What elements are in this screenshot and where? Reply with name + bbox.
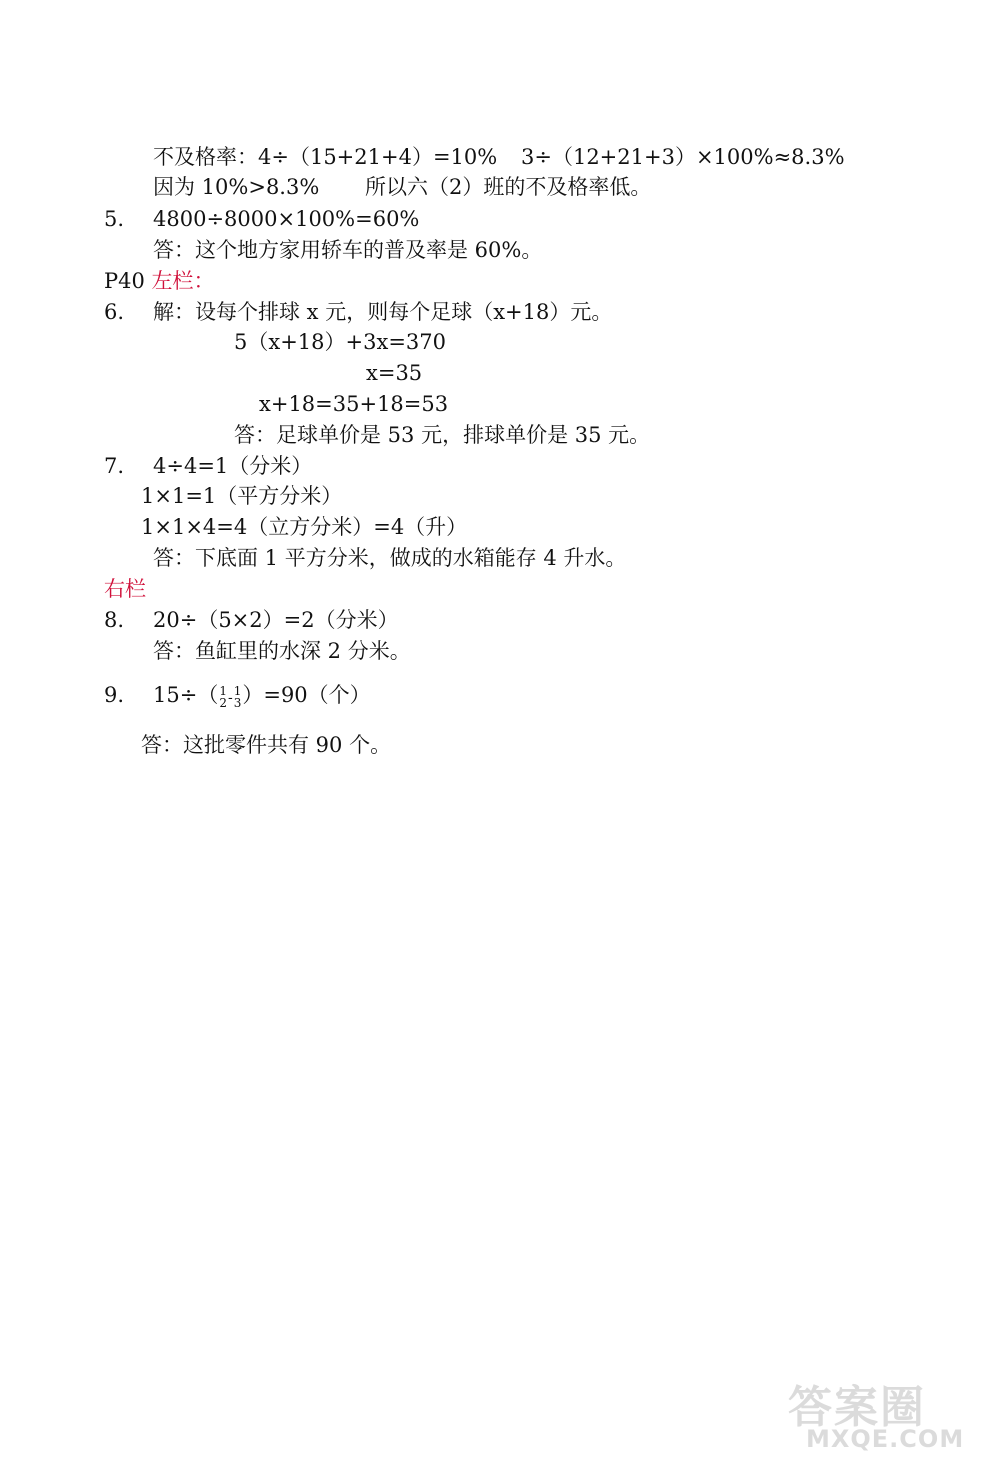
fail-rate-line-1: 不及格率：4÷（15+21+4）=10% bbox=[153, 145, 498, 169]
q6-equation-2: x=35 bbox=[366, 361, 423, 385]
q6-equation-3: x+18=35+18=53 bbox=[259, 392, 449, 416]
page-p40-heading: P40 左栏： bbox=[104, 269, 215, 293]
left-column-label: 左栏： bbox=[151, 269, 215, 293]
compare-line-b: 所以六（2）班的不及格率低。 bbox=[365, 175, 652, 199]
q5-number: 5. bbox=[104, 207, 125, 231]
q8-equation: 20÷（5×2）=2（分米） bbox=[153, 608, 399, 632]
q9-equation: 15÷（ 1 2 - 1 3 ）=90（个） bbox=[153, 683, 371, 710]
q8-number: 8. bbox=[104, 608, 125, 632]
fraction-one-half: 1 2 bbox=[219, 683, 227, 710]
q7-answer: 答：下底面 1 平方分米，做成的水箱能存 4 升水。 bbox=[153, 546, 627, 570]
q5-equation: 4800÷8000×100%=60% bbox=[153, 207, 420, 231]
right-column-label: 右栏 bbox=[104, 577, 146, 601]
compare-line-a: 因为 10%>8.3% bbox=[153, 175, 320, 199]
q6-equation-1: 5（x+18）+3x=370 bbox=[234, 330, 446, 354]
watermark-logo-text: 答案圈 bbox=[788, 1382, 926, 1433]
q5-answer: 答：这个地方家用轿车的普及率是 60%。 bbox=[153, 238, 543, 262]
q9-number: 9. bbox=[104, 683, 125, 707]
q6-solution: 解：设每个排球 x 元，则每个足球（x+18）元。 bbox=[153, 300, 613, 324]
fraction-one-third: 1 3 bbox=[233, 683, 242, 710]
q9-answer: 答：这批零件共有 90 个。 bbox=[141, 733, 392, 757]
fail-rate-line-2: 3÷（12+21+3）×100%≈8.3% bbox=[521, 145, 845, 169]
q7-equation-3: 1×1×4=4（立方分米）=4（升） bbox=[141, 515, 468, 539]
q8-answer: 答：鱼缸里的水深 2 分米。 bbox=[153, 639, 411, 663]
q7-number: 7. bbox=[104, 454, 125, 478]
q6-number: 6. bbox=[104, 300, 125, 324]
q7-equation-2: 1×1=1（平方分米） bbox=[141, 484, 343, 508]
q7-equation-1: 4÷4=1（分米） bbox=[153, 454, 313, 478]
site-watermark bbox=[760, 1369, 992, 1457]
q6-answer: 答：足球单价是 53 元，排球单价是 35 元。 bbox=[234, 423, 651, 447]
watermark-url: MXQE.COM bbox=[806, 1425, 965, 1453]
